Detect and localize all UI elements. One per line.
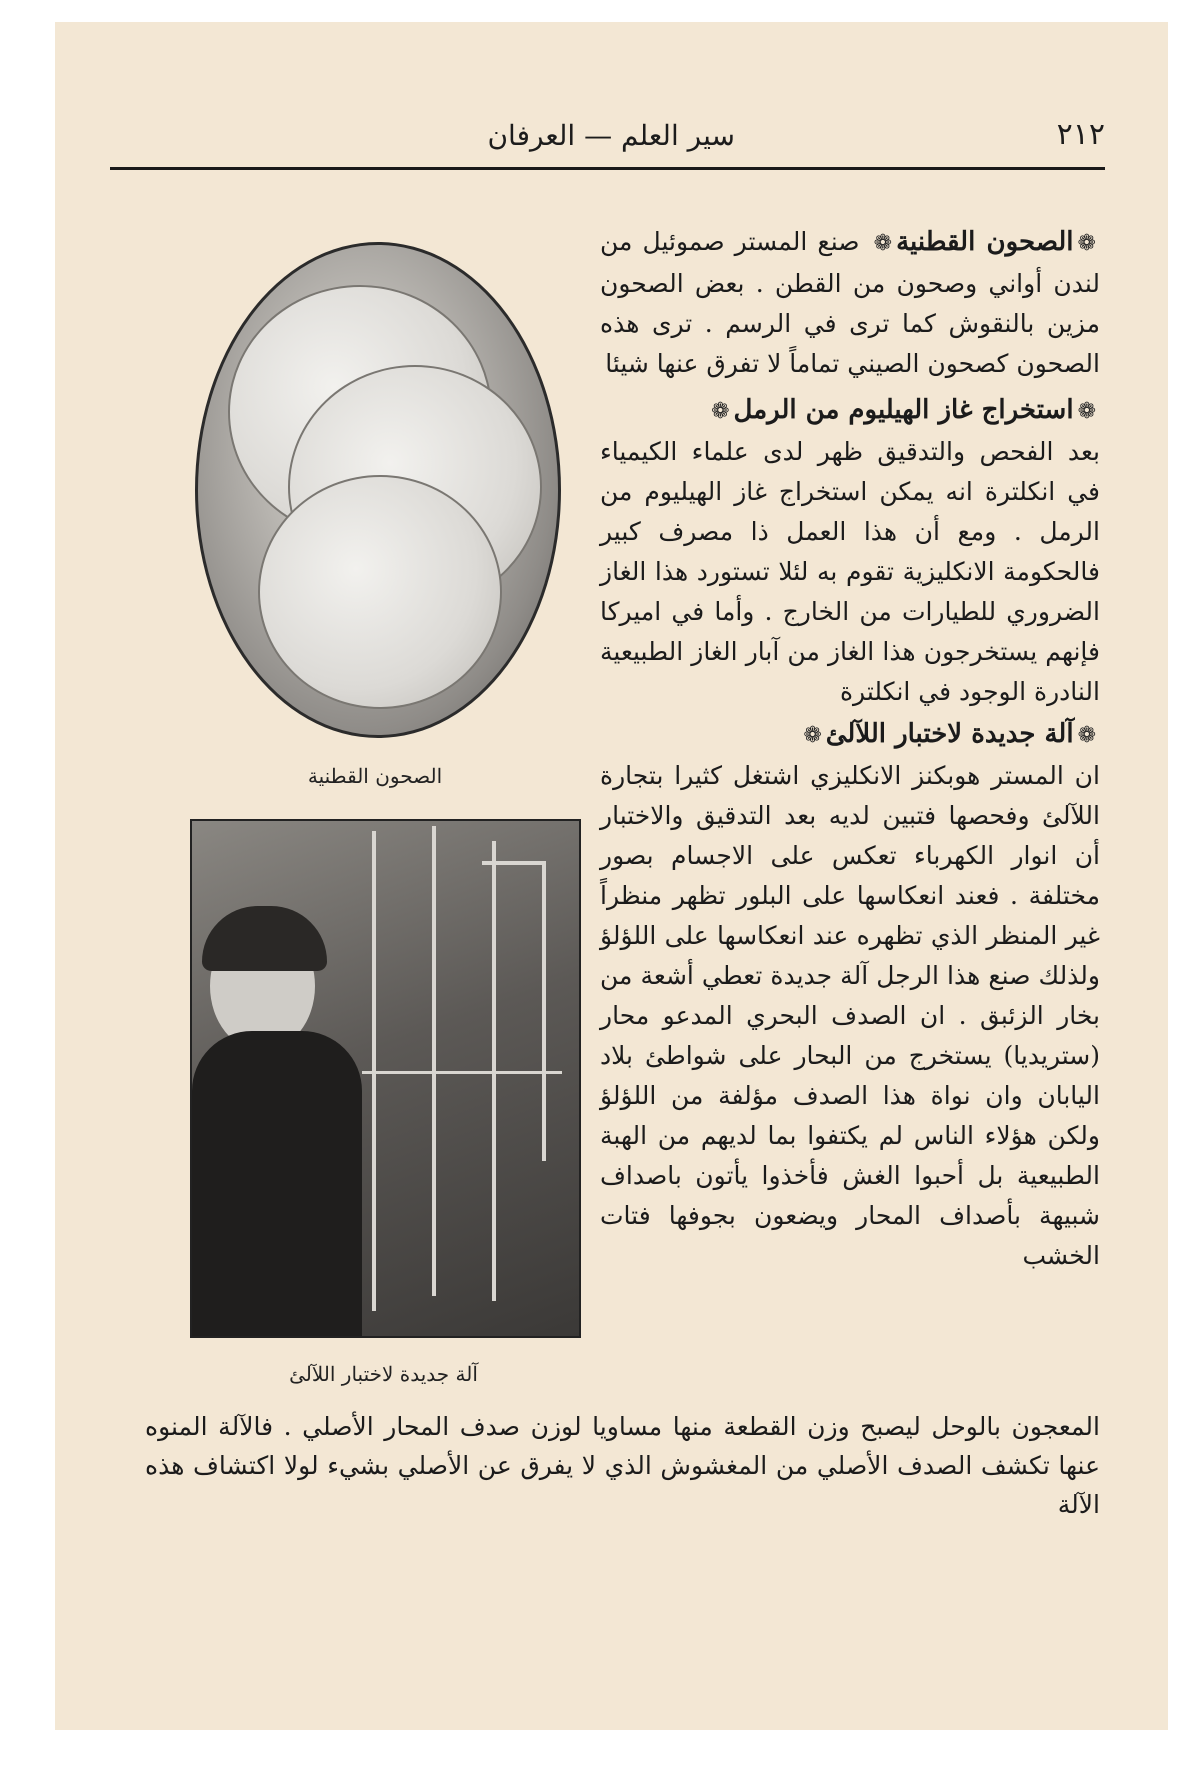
section-title: استخراج غاز الهيليوم من الرمل [733,395,1074,425]
section-pearls-body: ان المستر هوبكنز الانكليزي اشتغل كثيرا بتجارة اللآلئ وفحصها فتبين لديه بعد التدقيق والاختبار أن انوار الكهرباء تعكس على الاجسام بصور مختلفة . فعند انعكاسها على البلور تظهر منظراً غير المنظر الذي تظهره عند انعكاسها على اللؤلؤ ولذلك صنع هذا الرجل آلة جديدة تعطي أشعة من بخار الزئبق . ان الصدف البحري المدعو محار (ستريديا) يستخرج من البحار على شواطئ بلاد اليابان وان نواة هذا الصدف مؤلفة من اللؤلؤ ولكن هؤلاء الناس لم يكتفوا بما لديهم من الهبة الطبيعية بل أحبوا الغش فأخذوا يأتون باصداف شبيهة بأصداف المحار ويضعون بجوفها فتات الخشب [600,761,1100,1270]
machine-caption: آلة جديدة لاختبار اللآلئ [289,1362,478,1386]
plates-caption: الصحون القطنية [307,764,443,788]
page-number: ٢١٢ [1056,117,1105,152]
running-title: سير العلم — العرفان [487,119,735,152]
section-title: الصحون القطنية [896,227,1074,257]
apparatus-pipe [482,861,546,865]
section-helium-body: بعد الفحص والتدقيق ظهر لدى علماء الكيمياء في انكلترة انه يمكن استخراج غاز الهيليوم من الرمل . ومع أن هذا العمل ذا مصرف كبير فالحكومة الانكليزية تقوم به لئلا تستورد هذا الغاز الضروري للطيارات من الخارج . وأما في اميركا فإنهم يستخرجون هذا الغاز من آبار الغاز الطبيعية النادرة الوجود في انكلترة [600,437,1100,706]
article-column [600,222,1100,1276]
plate-shape [258,475,502,709]
ornament-icon: ❁ [873,231,893,256]
section-pearls-title [600,714,1100,756]
section-lead: صنع المستر صموئيل [642,227,860,256]
section-body: من لندن أواني وصحون من القطن . بعض الصحون مزين بالنقوش كما ترى في الرسم . ترى هذه الصحون كصحون الصيني تماماً لا تفرق عنها شيئا [600,227,1100,378]
section-title: آلة جديدة لاختبار اللآلئ [825,719,1074,749]
ornament-icon: ❁ [1077,399,1096,424]
section-cotton-plates [600,222,1100,384]
page-header [115,117,1105,167]
ornament-icon: ❁ [803,723,822,748]
section-helium-title [600,390,1100,432]
apparatus-pipe [432,826,436,1296]
man-body [192,1031,362,1338]
apparatus-pipe [542,861,546,1161]
apparatus-pipe [362,1071,562,1074]
cotton-plates-photo [195,242,561,738]
ornament-icon: ❁ [1077,723,1096,748]
pearl-machine-photo [190,819,581,1338]
header-rule [110,167,1105,170]
man-hair [202,906,327,971]
ornament-icon: ❁ [711,399,730,424]
article-continuation: المعجون بالوحل ليصبح وزن القطعة منها مساويا لوزن صدف المحار الأصلي . فالآلة المنوه عنها تكشف الصدف الأصلي من المغشوش الذي لا يفرق عن الأصلي بشيء لولا اكتشاف هذه الآلة [145,1412,1100,1519]
page [55,22,1168,1730]
ornament-icon: ❁ [1077,231,1096,256]
